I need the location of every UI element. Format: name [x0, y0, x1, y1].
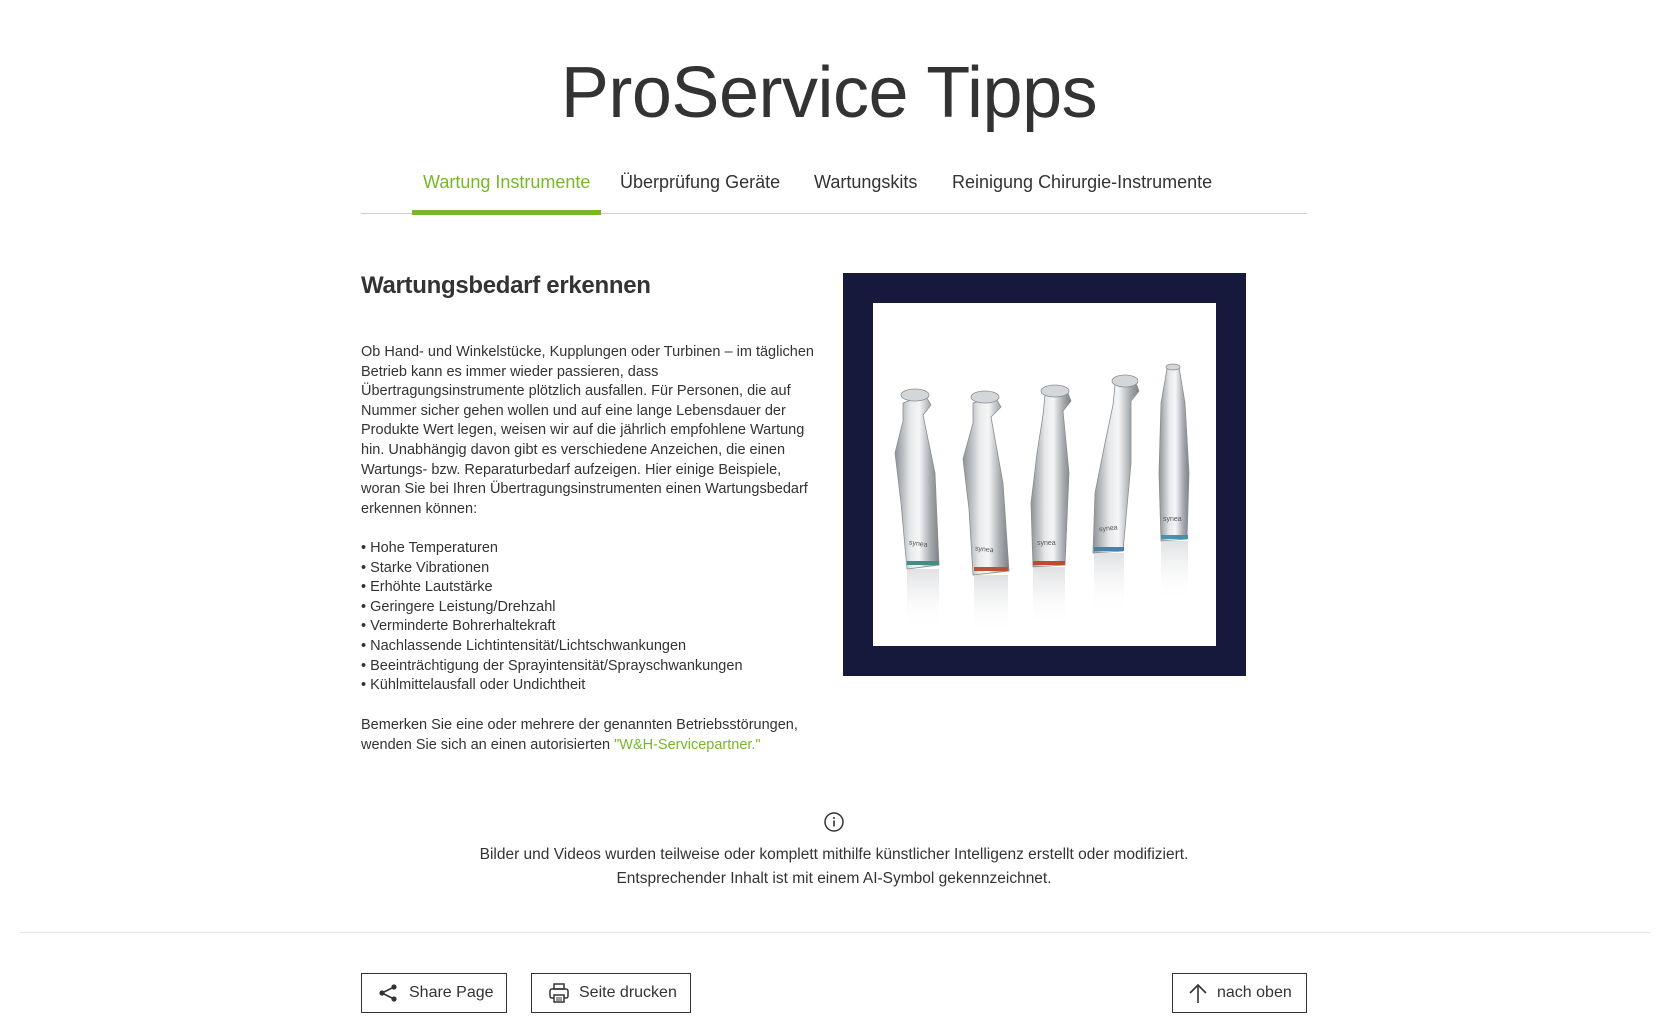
list-item: • Verminderte Bohrerhaltekraft — [361, 618, 556, 635]
product-image-frame — [843, 273, 1246, 676]
handpiece-3 — [1031, 385, 1071, 627]
closing-text: Bemerken Sie eine oder mehrere der genannten Betriebsstörungen, wenden Sie sich an einen autorisierten — [361, 717, 798, 753]
symptom-list — [361, 539, 821, 696]
back-to-top-button[interactable] — [1172, 973, 1307, 1013]
list-item: • Hohe Temperaturen — [361, 540, 498, 556]
handpieces-image — [873, 303, 1216, 646]
list-item: • Nachlassende Lichtintensität/Lichtschwankungen — [361, 637, 687, 654]
printer-icon — [548, 982, 570, 1004]
tab-wartungskits[interactable]: Wartungskits — [814, 172, 918, 192]
list-item: • Beeinträchtigung der Sprayintensität/Sprayschwankungen — [361, 657, 743, 674]
share-page-button[interactable] — [361, 973, 507, 1013]
disclaimer-line-2: Entsprechender Inhalt ist mit einem AI-Symbol gekennzeichnet. — [616, 870, 1052, 887]
section-heading: Wartungsbedarf erkennen — [361, 272, 651, 299]
intro-paragraph: Ob Hand- und Winkelstücke, Kupplungen oder Turbinen – im täglichen Betrieb kann es immer wieder passieren, dass Übertragungsinstrumente plötzlich ausfallen. Für Personen, die auf Nummer sicher gehen wollen und auf eine lange Lebensdauer der Produkte Wert legen, weisen wir auf die jährlich empfohlene Wartung hin. Unabhängig davon gibt es verschiedene Anzeichen, die einen Wartungs- bzw. Reparaturbedarf aufzeigen. Hier einige Beispiele, woran Sie bei Ihren Übertragungsinstrumenten einen Wartungsbedarf erkennen können: — [361, 344, 814, 517]
handpiece-3-label: synea — [1037, 540, 1056, 547]
info-icon — [823, 811, 845, 833]
tab-bar — [361, 168, 1307, 214]
print-page-label: Seite drucken — [579, 984, 677, 1001]
handpiece-4 — [1093, 375, 1139, 613]
tab-wartung-instrumente[interactable]: Wartung Instrumente — [423, 172, 590, 214]
arrow-up-icon — [1187, 982, 1209, 1004]
handpieces-illustration — [873, 303, 1216, 646]
handpiece-2 — [963, 391, 1009, 635]
ai-disclaimer — [0, 843, 1658, 891]
list-item: • Starke Vibrationen — [361, 559, 490, 576]
handpiece-5-label: synea — [1163, 516, 1182, 523]
disclaimer-line-1: Bilder und Videos wurden teilweise oder komplett mithilfe künstlicher Intelligenz erstellt oder modifiziert. — [479, 846, 1189, 863]
handpiece-1 — [895, 389, 939, 629]
list-item: • Kühlmittelausfall oder Undichtheit — [361, 677, 586, 694]
print-page-button[interactable] — [531, 973, 691, 1013]
page-title: ProService Tipps — [560, 53, 1098, 133]
handpiece-5 — [1159, 364, 1189, 601]
share-icon — [377, 982, 399, 1004]
back-to-top-label: nach oben — [1217, 984, 1292, 1001]
tab-reinigung-chirurgie-instrumente[interactable]: Reinigung Chirurgie-Instrumente — [952, 172, 1213, 192]
list-item: • Geringere Leistung/Drehzahl — [361, 598, 556, 615]
handpiece-4-label: synea — [1098, 524, 1119, 534]
servicepartner-link[interactable]: "W&H-Servicepartner." — [614, 736, 761, 753]
list-item: • Erhöhte Lautstärke — [361, 579, 493, 596]
handpiece-1-label: synea — [908, 539, 928, 550]
share-page-label: Share Page — [409, 984, 494, 1001]
closing-paragraph — [361, 716, 821, 755]
footer-divider — [20, 932, 1650, 933]
tab-ueberpruefung-geraete[interactable]: Überprüfung Geräte — [620, 172, 781, 192]
handpiece-2-label: synea — [974, 545, 994, 555]
